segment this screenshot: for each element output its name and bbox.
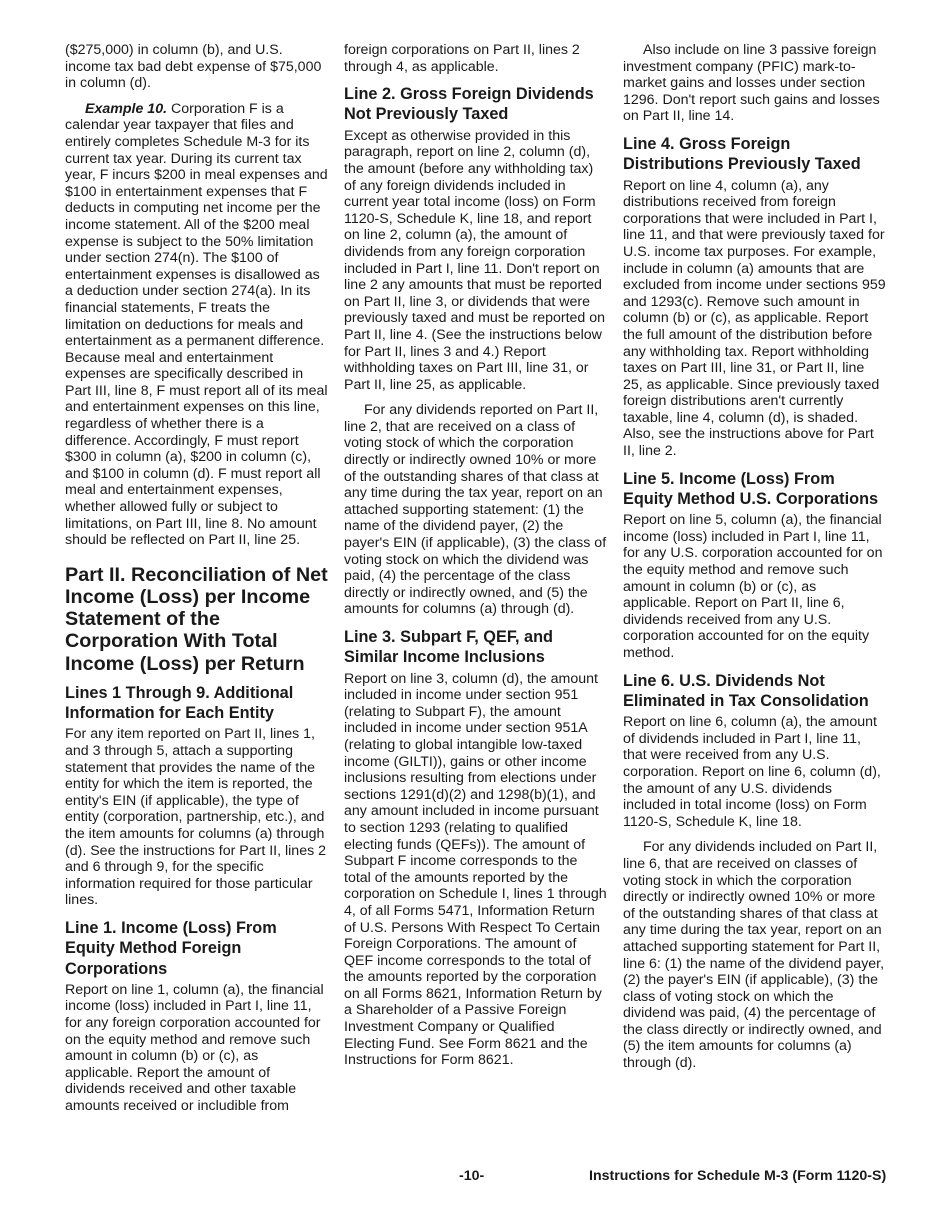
paragraph: For any dividends reported on Part II, line 2, that are received on a class of voting stock of which the corporation directly or indirectly owned 10% or more of the outstanding shares of that class at any time during the tax year, report on an attached supporting statement: (1) the name of the dividend payer, (2) the payer's EIN (if applicable), (3) the class of voting stock on which the dividend was paid, (4) the percentage of the class directly or indirectly owned, and (5) the amounts for columns (a) through (d). [344,402,607,618]
line-2-heading: Line 2. Gross Foreign Dividends Not Previously Taxed [344,85,594,124]
column-left [65,42,329,1124]
page-number: -10- [459,1168,485,1184]
line-1-heading: Line 1. Income (Loss) From Equity Method Foreign Corporations [65,918,277,978]
paragraph: Report on line 1, column (a), the financial income (loss) included in Part I, line 11, for any foreign corporation accounted for on the equity method and remove such amount in column (b) or (c), as applicable. Report the amount of dividends received and other taxable amounts received or includible from [65,981,324,1114]
column-middle [344,42,608,1078]
paragraph: Report on line 6, column (a), the amount of dividends included in Part I, line 11, that were received from any U.S. corporation. Report on line 6, column (d), the amount of any U.S. dividends included in total income (loss) on Form 1120-S, Schedule K, line 18. [623,714,881,830]
line-3-heading: Line 3. Subpart F, QEF, and Similar Income Inclusions [344,628,553,667]
lines-1-9-heading: Lines 1 Through 9. Additional Information for Each Entity [65,683,294,723]
line-4-heading: Line 4. Gross Foreign Distributions Previously Taxed [623,134,861,174]
paragraph: Except as otherwise provided in this paragraph, report on line 2, column (d), the amount (before any withholding tax) of any foreign dividends included in current year total income (loss) on Form 1120-S, Schedule K, line 18, and report on line 2, column (a), the amount of dividends from any foreign corporation included in Part I, line 11. Don't report on line 2 any amounts that must be reported on Part II, line 3, or dividends that were previously taxed and must be reported on Part II, line 4. (See the instructions below for Part II, lines 3 and 4.) Report withholding taxes on Part III, line 31, or Part II, line 25, as applicable. [344,127,606,393]
paragraph: Report on line 4, column (a), any distributions received from foreign corporations that were included in Part I, line 11, and that were previously taxed for U.S. income tax purposes. For example, include in column (a) amounts that are excluded from income under sections 959 and 1293(c). Remove such amount in column (b) or (c), as applicable. Report the full amount of the distribution before any withholding tax. Report withholding taxes on Part III, line 31, or Part II, line 25, as applicable. Since previously taxed foreign distributions aren't currently taxable, line 4, column (d), is shaded. Also, see the instructions above for Part II, line 2. [623,177,886,460]
column-right [623,42,887,1081]
paragraph: Also include on line 3 passive foreign investment company (PFIC) mark-to-market gains and losses under section 1296. Don't report such gains and losses on Part II, line 14. [623,42,880,125]
paragraph: Report on line 3, column (d), the amount included in income under section 951 (relating to Subpart F), the amount included in income under section 951A (relating to global intangible low-taxed income (GILTI)), gains or other income inclusions resulting from elections under sections 1291(d)(2) and 1298(b)(1), and any amount included in income pursuant to section 1293 (relating to qualified electing funds (QEFs)). The amount of Subpart F income corresponds to the total of the amounts reported by the corporation on Schedule I, lines 1 through 4, of all Forms 5471, Information Return of U.S. Persons With Respect To Certain Foreign Corporations. The amount of QEF income corresponds to the total of the amounts reported by the corporation on all Forms 8621, Information Return by a Shareholder of a Passive Foreign Investment Company or Qualified Electing Fund. See Form 8621 and the Instructions for Form 8621. [344,670,607,1069]
paragraph: Report on line 5, column (a), the financial income (loss) included in Part I, line 11, for any U.S. corporation accounted for on the equity method and remove such amount in column (b) or (c), as applicable. Report on Part II, line 6, dividends received from any U.S. corporation accounted for on the equity method. [623,512,883,661]
example-10-paragraph [65,101,329,549]
example-10-text: Corporation F is a calendar year taxpayer that files and entirely completes Schedule M-3 for its current tax year. During its current tax year, F incurs $200 in meal expenses and $100 in entertainment expenses that F deducts in computing net income per the income statement. All of the $200 meal expense is subject to the 50% limitation under section 274(n). The $100 of entertainment expenses is disallowed as a deduction under section 274(a). In its financial statements, F treats the limitation on deductions for meals and entertainment as a permanent difference. Because meal and entertainment expenses are specifically described in Part III, line 8, F must report all of its meal and entertainment expenses on this line, regardless of whether there is a difference. Accordingly, F must report $300 in column (a), $200 in column (c), and $100 in column (d). F must report all meal and entertainment expenses, whether allowed fully or subject to limitations, on Part III, line 8. No amount should be reflected on Part II, line 25. [65,100,328,549]
part-2-heading: Part II. Reconciliation of Net Income (Loss) per Income Statement of the Corporation With Total Income (Loss) per Return [65,563,328,675]
example-10-label: Example 10. [85,100,168,117]
paragraph: For any item reported on Part II, lines 1, and 3 through 5, attach a supporting statement that provides the name of the entity for which the item is reported, the entity's EIN (if applicable), the type of entity (corporation, partnership, etc.), and the item amounts for columns (a) through (d). See the instructions for Part II, lines 2 and 6 through 9, for the specific information required for those particular lines. [65,726,327,909]
footer-document-title: Instructions for Schedule M-3 (Form 1120-S) [589,1168,887,1184]
line-6-heading: Line 6. U.S. Dividends Not Eliminated in Tax Consolidation [623,671,869,710]
paragraph: foreign corporations on Part II, lines 2 through 4, as applicable. [344,42,580,75]
paragraph: For any dividends included on Part II, line 6, that are received on classes of voting stock in which the corporation directly or indirectly owned 10% or more of the outstanding shares of that class at any time during the tax year, report on an attached supporting statement for Part II, line 6: (1) the name of the dividend payer, (2) the payer's EIN (if applicable), (3) the class of voting stock on which the dividend was paid, (4) the percentage of the class directly or indirectly owned, and (5) the item amounts for columns (a) through (d). [623,839,885,1072]
line-5-heading: Line 5. Income (Loss) From Equity Method U.S. Corporations [623,469,879,508]
paragraph: ($275,000) in column (b), and U.S. income tax bad debt expense of $75,000 in column (d). [65,42,322,92]
